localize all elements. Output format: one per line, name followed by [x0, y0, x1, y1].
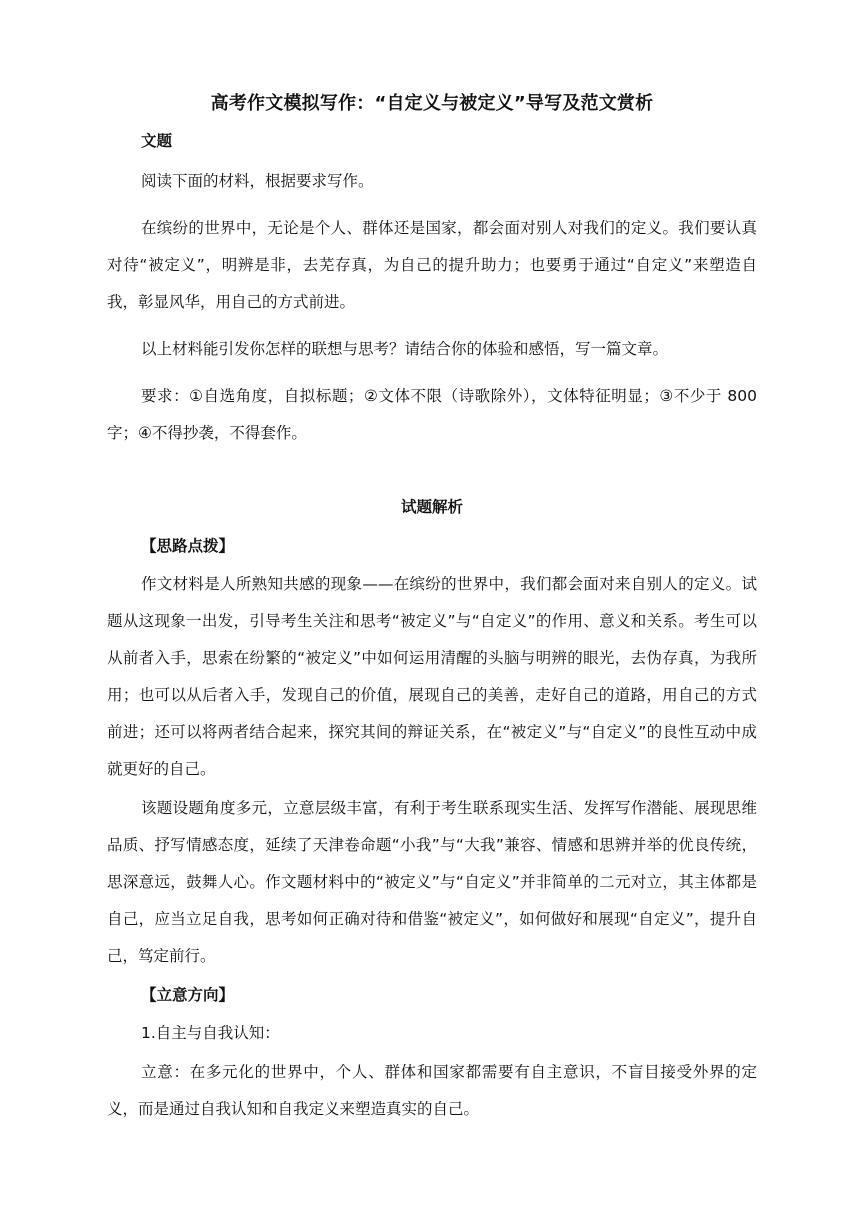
- question-prompt: 以上材料能引发你怎样的联想与思考？请结合你的体验和感悟，写一篇文章。: [141, 340, 669, 358]
- direction-heading: 【立意方向】: [141, 986, 235, 1004]
- question-requirements: 要求：①自选角度，自拟标题；②文体不限（诗歌除外），文体特征明显；③不少于 800 字；④不得抄袭，不得套作。: [107, 387, 757, 442]
- thinking-paragraph-1: 作文材料是人所熟知共感的现象——在缤纷的世界中，我们都会面对来自别人的定义。试题从这现象一出发，引导考生关注和思考“被定义”与“自定义”的作用、意义和关系。考生可以从前者入手，思索在纷繁的“被定义”中如何运用清醒的头脑与明辨的眼光，去伪存真，为我所用；也可以从后者入手，发现自己的价值，展现自己的美善，走好自己的道路，用自己的方式前进；还可以将两者结合起来，探究其间的辩证关系，在“被定义”与“自定义”的良性互动中成就更好的自己。: [107, 575, 757, 778]
- document-content: [107, 88, 757, 1138]
- thinking-heading: 【思路点拨】: [141, 537, 235, 555]
- document-title: 高考作文模拟写作：“自定义与被定义”导写及范文赏析: [210, 93, 654, 114]
- direction-item-1: 1.自主与自我认知：: [141, 1024, 280, 1042]
- question-material: 在缤纷的世界中，无论是个人、群体还是国家，都会面对别人对我们的定义。我们要认真对待“被定义”，明辨是非，去芜存真，为自己的提升助力；也要勇于通过“自定义”来塑造自我，彰显风华，用自己的方式前进。: [107, 219, 757, 311]
- thinking-paragraph-2: 该题设题角度多元，立意层级丰富，有利于考生联系现实生活、发挥写作潜能、展现思维品质、抒写情感态度，延续了天津卷命题“小我”与“大我”兼容、情感和思辨并举的优良传统，思深意远，鼓舞人心。作文题材料中的“被定义”与“自定义”并非简单的二元对立，其主体都是自己，应当立足自我，思考如何正确对待和借鉴“被定义”，如何做好和展现“自定义”，提升自己，笃定前行。: [107, 799, 757, 965]
- question-instruction: 阅读下面的材料，根据要求写作。: [141, 172, 374, 190]
- direction-item-1-text: 立意：在多元化的世界中，个人、群体和国家都需要有自主意识，不盲目接受外界的定义，而是通过自我认知和自我定义来塑造真实的自己。: [107, 1063, 757, 1118]
- question-label: 文题: [141, 132, 173, 150]
- analysis-title: 试题解析: [400, 498, 463, 516]
